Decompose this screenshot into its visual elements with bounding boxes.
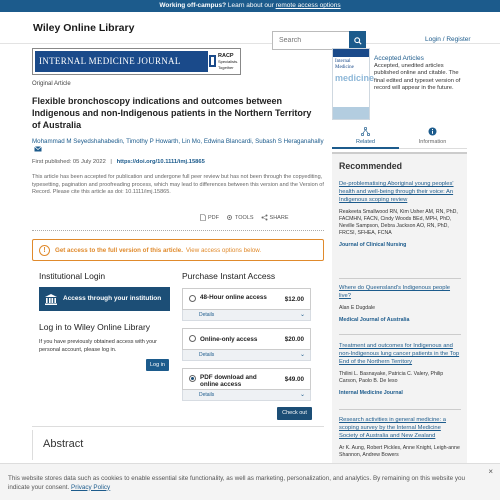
chevron-down-icon: ⌄ <box>299 312 305 318</box>
search-input[interactable] <box>273 32 343 49</box>
details-label: Details <box>199 392 215 398</box>
recommended-item-title[interactable]: De-problematising Aboriginal young peoples' health and well-being through their voice: An Indigenous scoping review <box>339 181 454 203</box>
tools-button[interactable] <box>226 214 254 221</box>
published-label: First published: <box>32 159 73 165</box>
article-title: Flexible bronchoscopy indications and outcomes between Indigenous and non-Indigenous patients in the Northern Territory of Australia <box>32 96 312 130</box>
accepted-articles-link[interactable]: Accepted Articles <box>374 55 424 62</box>
option-label: Online-only access <box>200 336 258 343</box>
recommended-panel <box>332 152 467 492</box>
remote-access-bar <box>0 0 500 12</box>
abstract-heading: Abstract <box>43 438 84 450</box>
institution-access-label: Access through your institution <box>63 295 162 302</box>
pdf-button[interactable] <box>200 214 219 221</box>
radio-online[interactable] <box>189 335 196 342</box>
pdf-label: PDF <box>208 214 219 221</box>
tab-information[interactable] <box>399 127 466 145</box>
info-icon <box>428 127 437 136</box>
login-title: Log in to Wiley Online Library <box>39 322 151 332</box>
recommended-item-title[interactable]: Treatment and outcomes for Indigenous and non-Indigenous lung cancer patients in the Top End of the Northern Territory <box>339 343 460 365</box>
institution-icon <box>39 294 63 305</box>
tab-related-label: Related <box>356 139 375 145</box>
recommended-item-authors: Ar K. Aung, Robert Pickles, Anne Knight, Leigh-anne Shannon, Andrew Bowers <box>339 445 460 458</box>
cookie-banner <box>0 463 500 500</box>
off-campus-label: Working off-campus? <box>159 2 227 9</box>
details-label: Details <box>199 312 215 318</box>
journal-cover[interactable] <box>332 48 375 120</box>
site-header <box>0 12 500 44</box>
access-message: Get access to the full version of this article. <box>55 246 183 254</box>
society-abbr: RACP <box>218 53 234 59</box>
option-label: 48-Hour online access <box>200 294 267 301</box>
institutional-login-title: Institutional Login <box>39 271 106 281</box>
doi-link[interactable]: https://doi.org/10.1111/imj.15865 <box>116 159 205 165</box>
details-toggle-online[interactable] <box>182 350 311 361</box>
search-icon <box>354 37 362 45</box>
racp-logo-icon <box>209 55 216 67</box>
recommended-item <box>339 416 461 459</box>
close-icon[interactable]: × <box>488 467 493 476</box>
pdf-icon <box>200 214 206 221</box>
recommended-item-authors: Alan E Dugdale <box>339 305 376 311</box>
off-campus-text: Learn about our <box>226 2 276 9</box>
radio-pdf[interactable] <box>189 375 196 382</box>
divider <box>339 334 461 335</box>
option-label: PDF download and online access <box>200 374 257 388</box>
recommended-item-authors: Thilini L. Basnayake, Patricia C. Valery, Philip Carson, Paolo B. De Ieso <box>339 371 444 384</box>
related-icon <box>361 127 370 136</box>
chevron-down-icon: ⌄ <box>299 352 305 358</box>
journal-name: INTERNAL MEDICINE JOURNAL <box>35 51 208 72</box>
purchase-option-pdf[interactable] <box>182 368 311 390</box>
details-toggle-pdf[interactable] <box>182 390 311 401</box>
share-label: SHARE <box>269 214 289 221</box>
cover-footer <box>333 107 369 119</box>
recommended-item <box>339 284 461 323</box>
option-price: $49.00 <box>284 376 304 383</box>
login-button[interactable]: Log in <box>146 359 169 371</box>
checkout-button[interactable]: Check out <box>277 407 312 420</box>
published-date: 05 July 2022 <box>72 159 106 165</box>
remote-access-link[interactable]: remote access options <box>275 2 341 9</box>
cover-band <box>333 49 369 57</box>
recommended-item-title[interactable]: Research activities in general medicine: a scoping survey by the Internal Medicine Society of Australia and New Zealand <box>339 417 446 439</box>
cover-title <box>333 57 369 73</box>
accepted-notice: This article has been accepted for publication and undergone full peer review but has not been through the copyediting, typesetting, pagination and proofreading process, which may lead to differences between this version and the Version of Record. Please cite this article as doi: 10.1111/imj.15865. <box>32 174 324 195</box>
recommended-item <box>339 342 461 396</box>
option-price: $20.00 <box>284 336 304 343</box>
sidebar-tabs <box>332 124 467 149</box>
share-button[interactable] <box>261 214 289 221</box>
abstract-section <box>32 430 324 460</box>
option-price: $12.00 <box>284 296 304 303</box>
divider <box>339 409 461 410</box>
details-toggle-48hour[interactable] <box>182 310 311 321</box>
purchase-title: Purchase Instant Access <box>182 271 276 281</box>
login-description: If you have previously obtained access with your personal account, please log in. <box>39 339 158 353</box>
access-banner <box>32 239 324 261</box>
cover-line2: Medicine <box>335 65 354 70</box>
purchase-option-online[interactable] <box>182 328 311 350</box>
article-authors <box>32 138 324 154</box>
chevron-down-icon: ⌄ <box>299 392 305 398</box>
share-icon <box>261 214 268 221</box>
divider <box>339 278 461 279</box>
recommended-item-title[interactable]: Where do Queensland's Indigenous people live? <box>339 285 451 299</box>
author-list[interactable]: Mohammad M Seyedshahabedin, Timothy P Howarth, Lin Mo, Edwina Blancardi, Subash S Heraganahally <box>32 138 324 145</box>
gear-icon <box>226 214 233 221</box>
tab-related[interactable] <box>332 127 399 149</box>
access-panel <box>32 264 324 427</box>
society-tagline: Specialists. Together <box>218 59 239 70</box>
divider <box>32 230 324 231</box>
cookie-text <box>8 475 478 492</box>
radio-48hour[interactable] <box>189 295 196 302</box>
tab-information-label: Information <box>418 139 447 145</box>
recommended-item-journal[interactable]: Internal Medicine Journal <box>339 390 403 396</box>
publication-info <box>32 159 205 165</box>
institution-access-button[interactable] <box>39 287 170 311</box>
recommended-item-journal[interactable]: Medical Journal of Australia <box>339 317 410 323</box>
privacy-policy-link[interactable]: Privacy Policy <box>71 483 111 491</box>
cover-line1: Internal <box>335 59 351 64</box>
society-logo <box>218 53 240 71</box>
accepted-articles-text: Accepted, unedited articles published online and citable. The final edited and typeset version of record will appear in the future. <box>374 63 461 91</box>
warning-icon: ! <box>39 245 50 256</box>
tools-label: TOOLS <box>235 214 254 221</box>
recommended-item <box>339 180 461 248</box>
login-register-link[interactable]: Login / Register <box>425 36 471 43</box>
cover-big-text: medicine <box>335 73 375 83</box>
recommended-item-journal[interactable]: Journal of Clinical Nursing <box>339 242 407 248</box>
article-type: Original Article <box>32 81 71 87</box>
separator: | <box>110 159 112 165</box>
email-icon[interactable] <box>34 146 42 152</box>
details-label: Details <box>199 352 215 358</box>
access-options-text: View access options below. <box>185 246 262 254</box>
recommended-item-authors: Reakeeta Smallwood RN, Kim Usher AM, RN, PhD, FACMHN, FACN, Cindy Woods BEd, MPH, PhD, Neville Sampson, Debra Jackson AO, RN, PhD, FRCSI, SFHEA, FCNA <box>339 209 458 236</box>
journal-banner[interactable] <box>32 48 241 75</box>
site-logo[interactable]: Wiley Online Library <box>33 22 135 34</box>
recommended-heading: Recommended <box>339 161 403 171</box>
cookie-message: This website stores data such as cookies to enable essential site functionality, as well as marketing, personalization, and analytics. By remaining on this website you indicate your consent. <box>8 475 465 491</box>
article-toolbar <box>200 214 289 221</box>
purchase-option-48hour[interactable] <box>182 288 311 310</box>
